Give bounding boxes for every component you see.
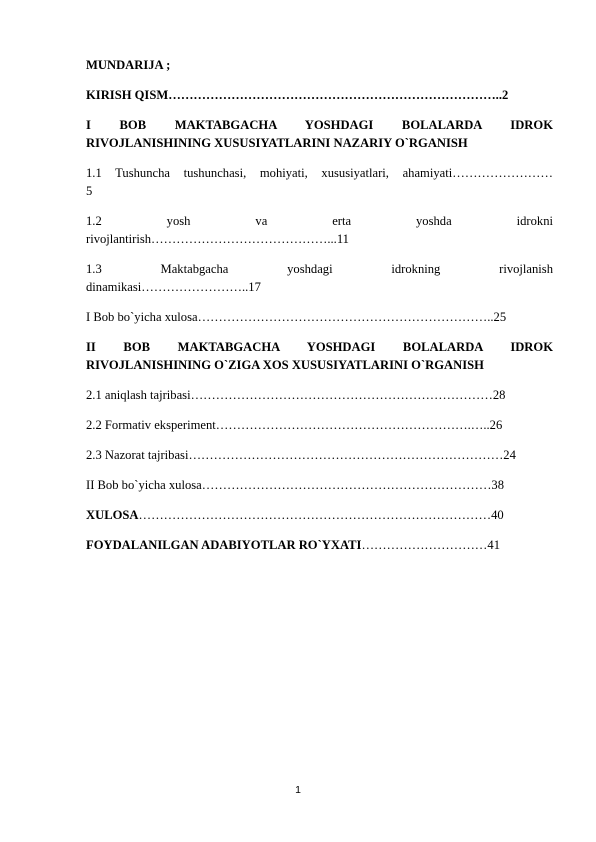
page-number: 1 — [295, 784, 301, 796]
toc-entry-1-1 — [86, 164, 553, 200]
toc-entry-1-3-line-2: dinamikasi……………………..17 — [86, 280, 261, 294]
toc-entry-1-2-line-1: 1.2 yosh va erta yoshda idrokni — [86, 214, 553, 228]
toc-entry-chapter-2 — [86, 338, 553, 374]
toc-entry-1-3 — [86, 260, 553, 296]
toc-entry-xulosa — [86, 506, 553, 524]
toc-entry-1-2-line-2: rivojlantirish……………………………………...11 — [86, 232, 349, 246]
toc-title: MUNDARIJA ; — [86, 58, 171, 72]
toc-entry-1-2 — [86, 212, 553, 248]
toc-entry-chapter-2-line-2: RIVOJLANISHINING O`ZIGA XOS XUSUSIYATLARINI O`RGANISH — [86, 358, 484, 372]
toc-entry-chapter-2-line-1: II BOB MAKTABGACHA YOSHDAGI BOLALARDA IDROK — [86, 340, 553, 354]
toc-entry-xulosa-dots: …………………………………………………………………………40 — [138, 508, 504, 522]
toc-entry-chapter-1-summary: I Bob bo`yicha xulosa……………………………………………………………..25 — [86, 310, 507, 324]
toc-entry-xulosa-label: XULOSA — [86, 508, 139, 522]
toc-entry-chapter-2-summary: II Bob bo`yicha xulosa……………………………………………………………38 — [86, 478, 505, 492]
toc-entry-1-1-line-2: 5 — [86, 184, 93, 198]
toc-entry-2-1: 2.1 aniqlash tajribasi………………………………………………………………28 — [86, 388, 506, 402]
toc-entry-chapter-1-line-1: I BOB MAKTABGACHA YOSHDAGI BOLALARDA IDROK — [86, 118, 553, 132]
toc-entry-1-1-line-1: 1.1 Tushuncha tushunchasi, mohiyati, xususiyatlari, ahamiyati…………………… — [86, 166, 553, 180]
toc-entry-adabiyotlar-dots: …………………………41 — [361, 538, 500, 552]
toc-entry-adabiyotlar — [86, 536, 553, 554]
toc-entry-chapter-1 — [86, 116, 553, 152]
toc-entry-2-3: 2.3 Nazorat tajribasi…………………………………………………………………24 — [86, 448, 516, 462]
table-of-contents — [86, 56, 553, 566]
toc-entry-kirish: KIRISH QISM……………………………………………………………………..2 — [86, 88, 509, 102]
toc-entry-chapter-1-line-2: RIVOJLANISHINING XUSUSIYATLARINI NAZARIY O`RGANISH — [86, 136, 468, 150]
toc-entry-1-3-line-1: 1.3 Maktabgacha yoshdagi idrokning rivojlanish — [86, 262, 553, 276]
toc-entry-2-2: 2.2 Formativ eksperiment…………………………………………………….…..26 — [86, 418, 503, 432]
toc-entry-adabiyotlar-label: FOYDALANILGAN ADABIYOTLAR RO`YXATI — [86, 538, 362, 552]
